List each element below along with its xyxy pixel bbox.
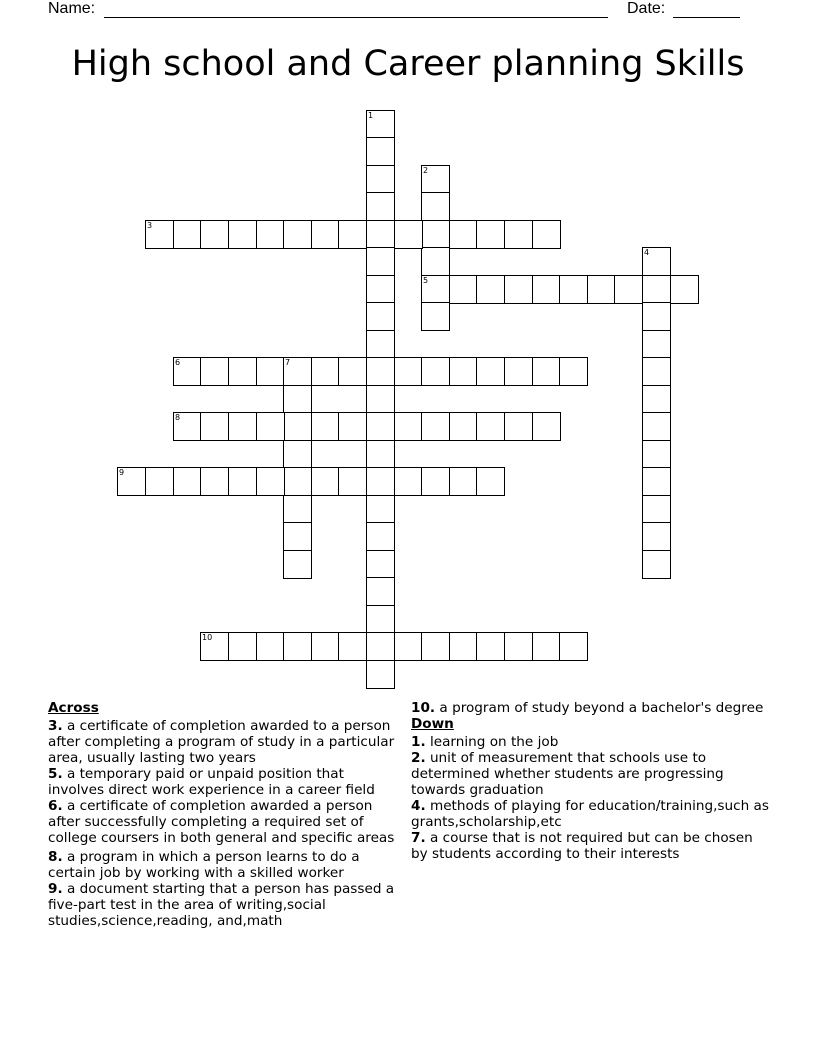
crossword-cell[interactable] <box>642 302 671 331</box>
crossword-cell[interactable] <box>394 412 423 441</box>
clue-text: unit of measurement that schools use to determined whether students are progressing towards graduation <box>411 750 724 798</box>
crossword-cell[interactable] <box>394 632 423 661</box>
crossword-cell[interactable] <box>642 275 671 304</box>
clue-number: 4. <box>411 798 426 814</box>
crossword-cell[interactable] <box>532 412 561 441</box>
crossword-cell[interactable] <box>338 412 367 441</box>
cell-number-7: 7 <box>285 358 291 367</box>
crossword-cell[interactable] <box>228 632 257 661</box>
crossword-cell[interactable] <box>421 467 450 496</box>
crossword-cell[interactable] <box>614 275 643 304</box>
clue-text: a certificate of completion awarded a person after successfully completing a required set of college coursers in both general and specific areas <box>48 798 395 846</box>
crossword-cell[interactable] <box>200 467 229 496</box>
crossword-cell[interactable] <box>642 412 671 441</box>
clue-text: a program in which a person learns to do a certain job by working with a skilled worker <box>48 849 360 881</box>
crossword-cell[interactable] <box>366 220 395 249</box>
clue-number: 10. <box>411 700 436 716</box>
crossword-cell[interactable] <box>228 220 257 249</box>
crossword-cell[interactable] <box>256 467 285 496</box>
crossword-cell[interactable] <box>449 220 478 249</box>
name-label: Name: <box>48 0 96 17</box>
crossword-cell[interactable] <box>449 632 478 661</box>
clues-column-right <box>411 700 771 862</box>
crossword-cell[interactable] <box>394 220 423 249</box>
crossword-cell[interactable] <box>366 247 395 276</box>
cell-number-5: 5 <box>423 276 429 285</box>
crossword-cell[interactable] <box>256 632 285 661</box>
across-clue-5 <box>48 766 404 798</box>
crossword-cell[interactable] <box>476 275 505 304</box>
crossword-cell[interactable] <box>642 330 671 359</box>
crossword-cell[interactable] <box>283 495 312 524</box>
clue-text: methods of playing for education/training,such as grants,scholarship,etc <box>411 798 769 830</box>
crossword-cell[interactable] <box>366 632 395 661</box>
clues-column-left <box>48 700 404 929</box>
crossword-cell[interactable] <box>200 412 229 441</box>
clue-text: a program of study beyond a bachelor's degree <box>435 700 764 716</box>
crossword-cell[interactable] <box>366 302 395 331</box>
crossword-cell[interactable] <box>394 467 423 496</box>
cell-number-8: 8 <box>175 413 181 422</box>
crossword-cell[interactable] <box>366 495 395 524</box>
crossword-cell[interactable] <box>559 357 588 386</box>
crossword-cell[interactable] <box>449 412 478 441</box>
crossword-cell[interactable] <box>476 357 505 386</box>
cell-number-4: 4 <box>644 248 650 257</box>
clue-text: a course that is not required but can be chosen by students according to their interests <box>411 830 753 862</box>
crossword-cell[interactable] <box>228 412 257 441</box>
crossword-cell[interactable] <box>228 357 257 386</box>
crossword-cell[interactable] <box>642 385 671 414</box>
crossword-cell[interactable] <box>476 632 505 661</box>
crossword-cell[interactable] <box>283 550 312 579</box>
crossword-cell[interactable] <box>421 220 450 249</box>
clue-number: 6. <box>48 798 63 814</box>
crossword-cell[interactable] <box>256 412 285 441</box>
crossword-cell[interactable] <box>421 192 450 221</box>
crossword-cell[interactable] <box>366 440 395 469</box>
crossword-cell[interactable] <box>283 385 312 414</box>
crossword-cell[interactable] <box>338 632 367 661</box>
crossword-cell[interactable] <box>366 660 395 689</box>
across-clue-3 <box>48 718 404 766</box>
crossword-cell[interactable] <box>642 357 671 386</box>
crossword-cell[interactable] <box>504 357 533 386</box>
cell-number-3: 3 <box>147 221 153 230</box>
cell-number-2: 2 <box>423 166 429 175</box>
crossword-cell[interactable] <box>559 275 588 304</box>
clue-text: a certificate of completion awarded to a person after completing a program of study in a particular area, usually lasting two years <box>48 718 395 766</box>
crossword-cell[interactable] <box>642 522 671 551</box>
crossword-cell[interactable] <box>421 632 450 661</box>
crossword-cell[interactable] <box>642 495 671 524</box>
crossword-cell[interactable] <box>504 412 533 441</box>
crossword-cell[interactable] <box>283 440 312 469</box>
crossword-cell[interactable] <box>283 632 312 661</box>
crossword-cell[interactable] <box>283 467 312 496</box>
crossword-cell[interactable] <box>311 632 340 661</box>
crossword-cell[interactable] <box>642 550 671 579</box>
down-heading: Down <box>411 716 454 732</box>
crossword-cell[interactable] <box>449 357 478 386</box>
crossword-cell[interactable] <box>366 137 395 166</box>
date-label: Date: <box>627 0 666 17</box>
crossword-cell[interactable] <box>532 357 561 386</box>
cell-number-1: 1 <box>368 111 374 120</box>
crossword-cell[interactable] <box>283 220 312 249</box>
crossword-cell[interactable] <box>338 357 367 386</box>
across-clue-10 <box>411 700 771 716</box>
crossword-cell[interactable] <box>532 275 561 304</box>
crossword-cell[interactable] <box>504 220 533 249</box>
crossword-cell[interactable] <box>366 467 395 496</box>
clue-number: 7. <box>411 830 426 846</box>
crossword-cell[interactable] <box>421 412 450 441</box>
crossword-cell[interactable] <box>311 357 340 386</box>
crossword-cell[interactable] <box>283 522 312 551</box>
crossword-cell[interactable] <box>476 467 505 496</box>
crossword-cell[interactable] <box>642 440 671 469</box>
crossword-cell[interactable] <box>449 275 478 304</box>
crossword-cell[interactable] <box>366 522 395 551</box>
clue-number: 8. <box>48 849 63 865</box>
cell-number-10: 10 <box>202 633 213 642</box>
crossword-cell[interactable] <box>476 220 505 249</box>
clue-number: 2. <box>411 750 426 766</box>
crossword-cell[interactable] <box>200 220 229 249</box>
crossword-cell[interactable] <box>338 467 367 496</box>
crossword-cell[interactable] <box>394 357 423 386</box>
clue-text: learning on the job <box>425 734 559 750</box>
crossword-cell[interactable] <box>366 357 395 386</box>
crossword-cell[interactable] <box>366 275 395 304</box>
crossword-cell[interactable] <box>366 192 395 221</box>
cell-number-6: 6 <box>175 358 181 367</box>
crossword-cell[interactable] <box>421 357 450 386</box>
across-clue-6 <box>48 798 404 846</box>
crossword-cell[interactable] <box>200 357 229 386</box>
crossword-cell[interactable] <box>532 220 561 249</box>
down-clue-7 <box>411 830 771 862</box>
clue-text: a temporary paid or unpaid position that involves direct work experience in a career field <box>48 766 375 798</box>
clue-text: a document starting that a person has passed a five-part test in the area of writing,social studies,science,reading, and,math <box>48 881 395 929</box>
crossword-cell[interactable] <box>173 467 202 496</box>
crossword-cell[interactable] <box>366 605 395 634</box>
crossword-cell[interactable] <box>366 330 395 359</box>
across-clue-9 <box>48 881 404 929</box>
crossword-cell[interactable] <box>311 412 340 441</box>
crossword-cell[interactable] <box>366 412 395 441</box>
crossword-cell[interactable] <box>504 275 533 304</box>
crossword-cell[interactable] <box>145 467 174 496</box>
crossword-cell[interactable] <box>421 247 450 276</box>
crossword-cell[interactable] <box>256 357 285 386</box>
clue-number: 5. <box>48 766 63 782</box>
crossword-cell[interactable] <box>283 412 312 441</box>
crossword-cell[interactable] <box>366 385 395 414</box>
crossword-cell[interactable] <box>311 220 340 249</box>
crossword-cell[interactable] <box>366 550 395 579</box>
crossword-cell[interactable] <box>559 632 588 661</box>
clue-number: 3. <box>48 718 63 734</box>
down-clue-4 <box>411 798 771 830</box>
across-clue-8 <box>48 849 404 881</box>
crossword-cell[interactable] <box>476 412 505 441</box>
crossword-cell[interactable] <box>642 467 671 496</box>
crossword-cell[interactable] <box>449 467 478 496</box>
crossword-cell[interactable] <box>587 275 616 304</box>
crossword-cell[interactable] <box>670 275 699 304</box>
page-title: High school and Career planning Skills <box>71 44 745 84</box>
across-heading: Across <box>48 700 99 716</box>
crossword-cell[interactable] <box>366 577 395 606</box>
down-clue-1 <box>411 734 771 750</box>
clue-number: 1. <box>411 734 426 750</box>
crossword-cell[interactable] <box>366 165 395 194</box>
crossword-cell[interactable] <box>338 220 367 249</box>
crossword-cell[interactable] <box>504 632 533 661</box>
cell-number-9: 9 <box>119 468 125 477</box>
crossword-cell[interactable] <box>228 467 257 496</box>
crossword-cell[interactable] <box>421 302 450 331</box>
down-clue-2 <box>411 750 771 798</box>
crossword-cell[interactable] <box>173 220 202 249</box>
crossword-cell[interactable] <box>256 220 285 249</box>
clue-number: 9. <box>48 881 63 897</box>
crossword-cell[interactable] <box>311 467 340 496</box>
crossword-cell[interactable] <box>532 632 561 661</box>
